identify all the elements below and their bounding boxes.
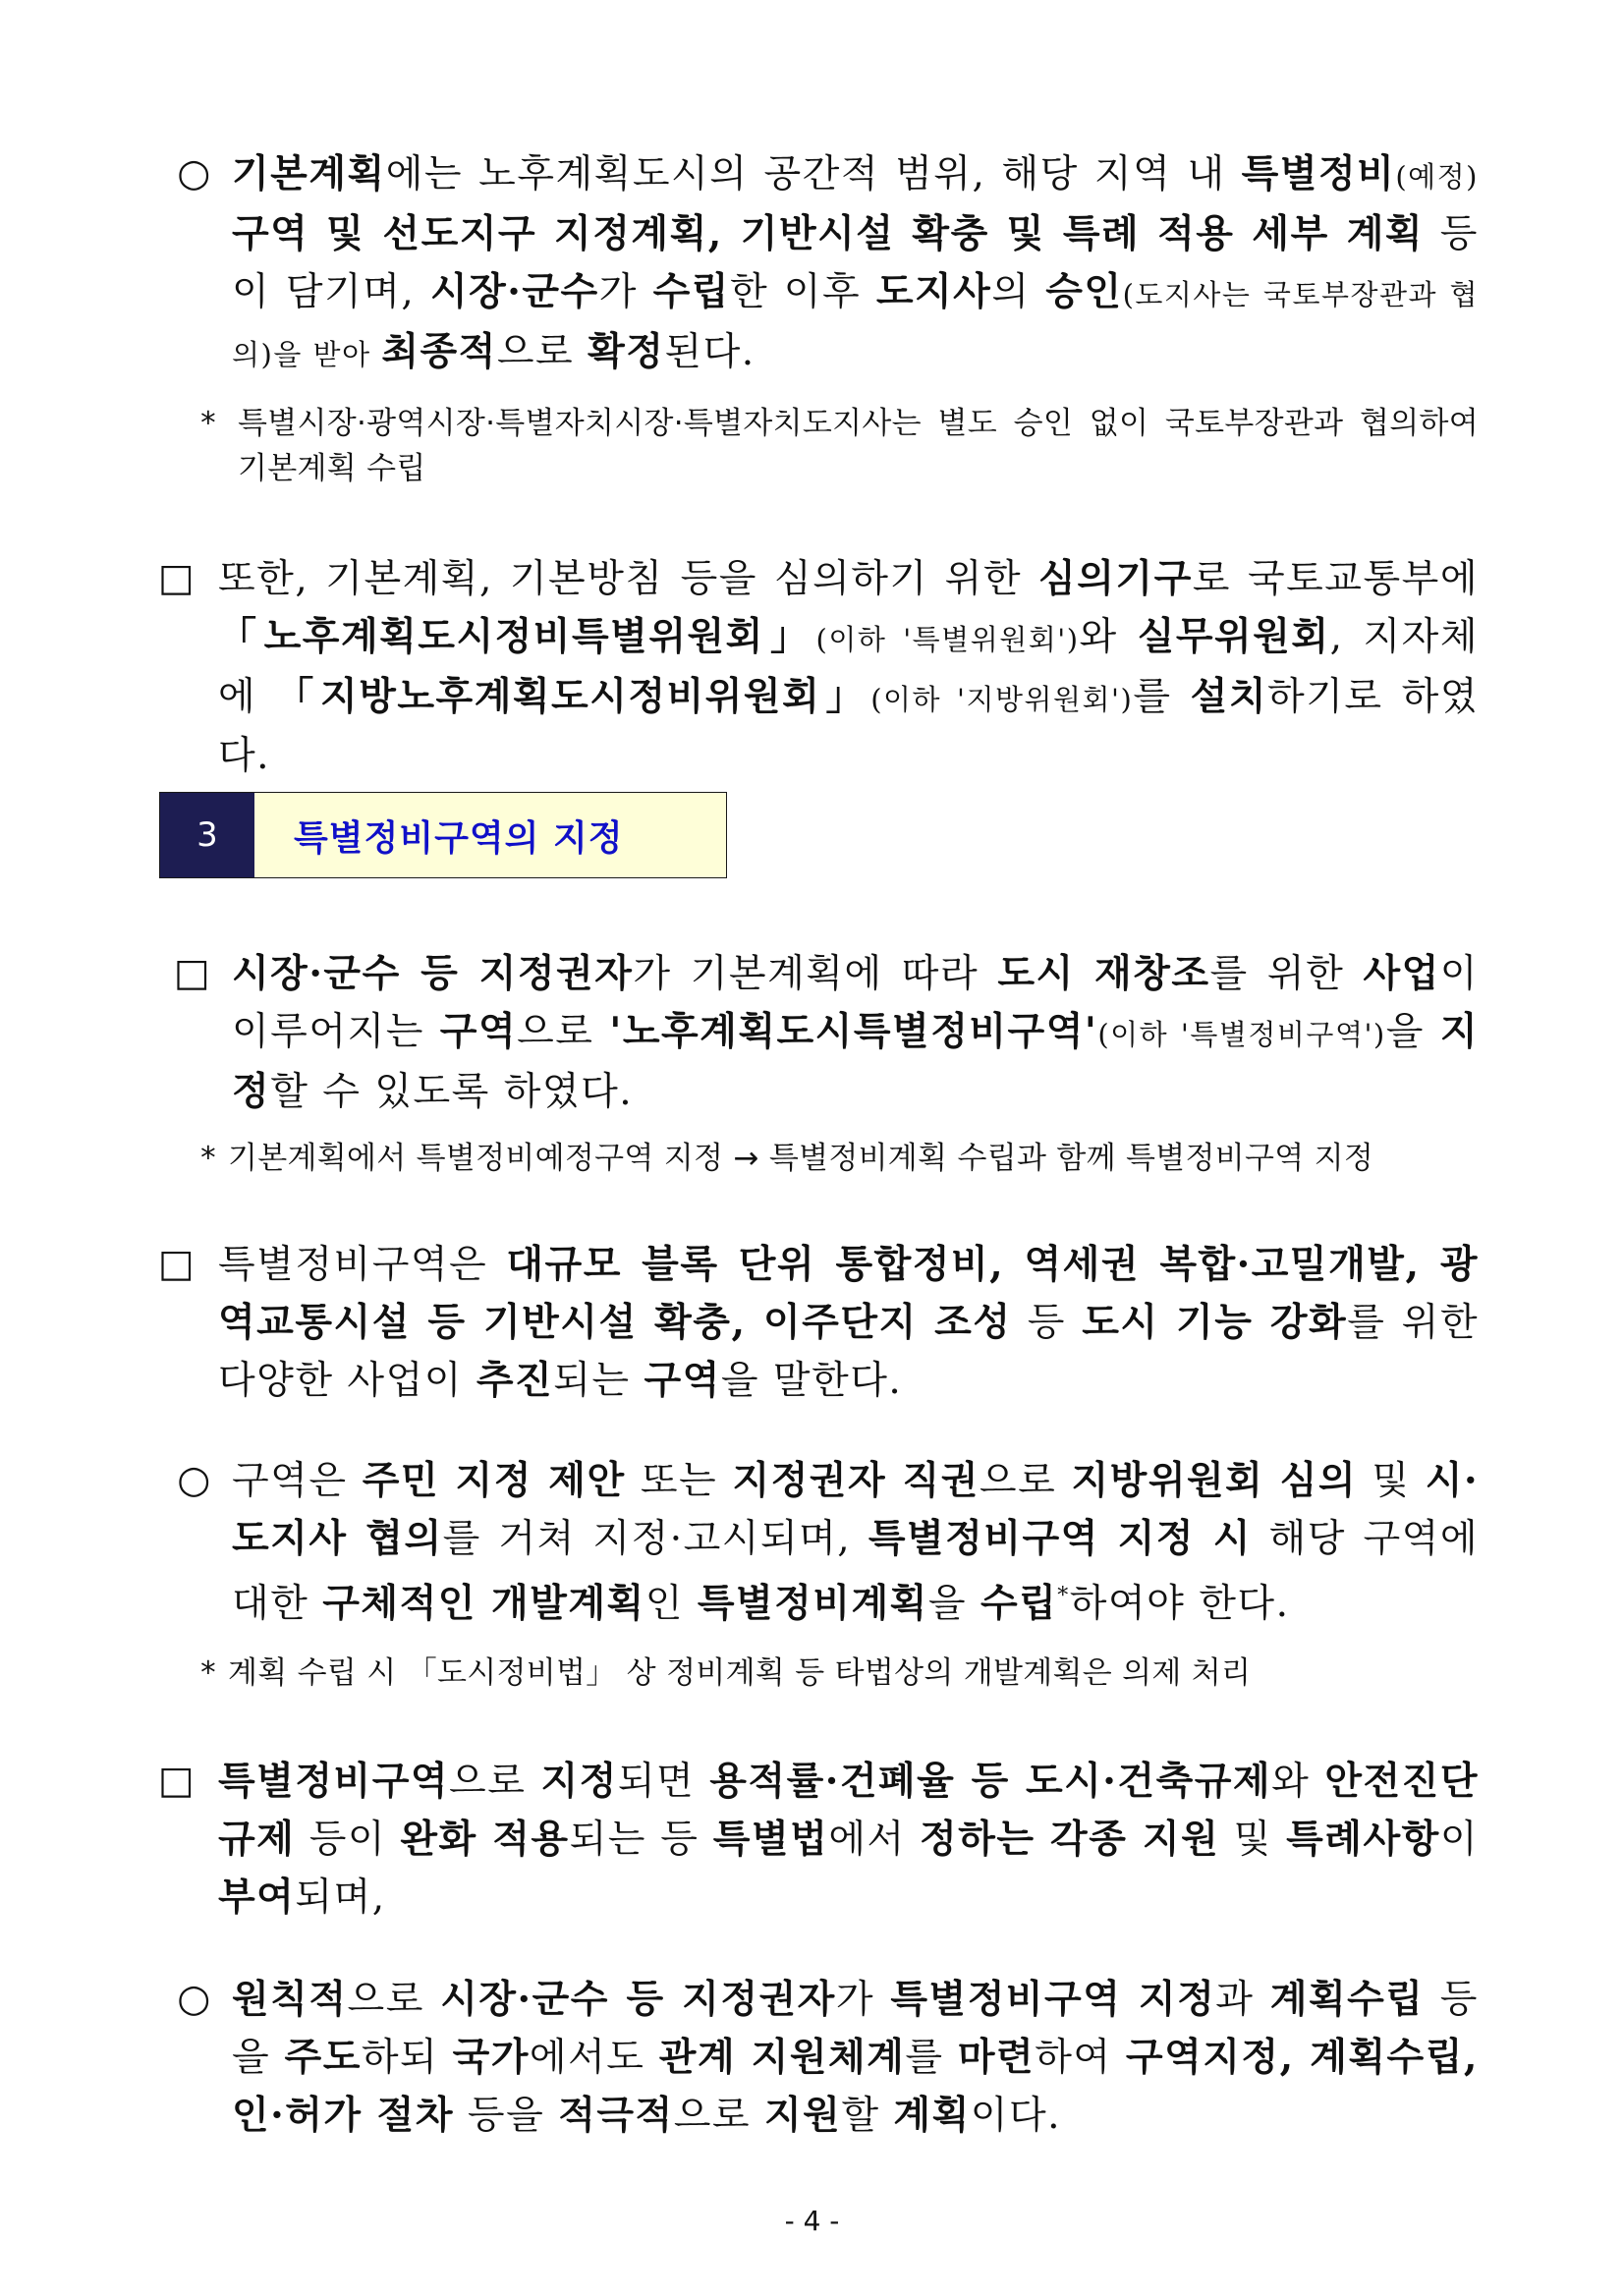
footnote-text: 특별시장·광역시장·특별자치시장·특별자치도지사는 별도 승인 없이 국토부장관과 협의하여 기본계획 수립 xyxy=(238,406,1479,486)
paragraph-text: 시장·군수 등 지정권자가 기본계획에 따라 도시 재창조를 위한 사업이 이루어지는 구역으로 '노후계획도시특별정비구역'(이하 '특별정비구역')을 지정할 수 있도록 하였다. xyxy=(232,951,1480,1114)
circle-bullet: ○ xyxy=(177,151,212,196)
box-bullet: □ xyxy=(173,951,212,995)
asterisk-marker: * xyxy=(200,1655,216,1691)
box-bullet: □ xyxy=(157,1759,196,1803)
footnote-text: 기본계획에서 특별정비예정구역 지정 → 특별정비계획 수립과 함께 특별정비구역 지정 xyxy=(228,1141,1374,1176)
section-header xyxy=(159,792,727,878)
paragraph-text: 특별정비구역은 대규모 블록 단위 통합정비, 역세권 복합·고밀개발, 광역교통시설 등 기반시설 확충, 이주단지 조성 등 도시 기능 강화를 위한 다양한 사업이 추진되는 구역을 말한다. xyxy=(218,1242,1480,1403)
page-number: - 4 - xyxy=(784,2205,840,2237)
circle-bullet: ○ xyxy=(177,1977,212,2021)
box-bullet: □ xyxy=(157,1242,196,1286)
footnote-text: 계획 수립 시 「도시정비법」 상 정비계획 등 타법상의 개발계획은 의제 처리 xyxy=(228,1655,1252,1691)
paragraph-text: 특별정비구역으로 지정되면 용적률·건폐율 등 도시·건축규제와 안전진단 규제 등이 완화 적용되는 등 특별법에서 정하는 각종 지원 및 특례사항이 부여되며, xyxy=(218,1759,1480,1920)
section-title: 특별정비구역의 지정 xyxy=(294,817,624,859)
section-number: 3 xyxy=(160,793,254,877)
circle-bullet: ○ xyxy=(177,1458,212,1502)
paragraph-text: 원칙적으로 시장·군수 등 지정권자가 특별정비구역 지정과 계획수립 등을 주도하되 국가에서도 관계 지원체계를 마련하여 구역지정, 계획수립, 인·허가 절차 등을 적극적으로 지원할 계획이다. xyxy=(232,1977,1479,2138)
asterisk-marker: * xyxy=(200,1141,216,1176)
paragraph-text: 또한, 기본계획, 기본방침 등을 심의하기 위한 심의기구로 국토교통부에 「노후계획도시정비특별위원회」(이하 '특별위원회')와 실무위원회, 지자체에 「지방노후계획도시정비위원회」(이하 '지방위원회')를 설치하기로 하였다. xyxy=(218,556,1480,778)
asterisk-marker: * xyxy=(200,406,216,441)
box-bullet: □ xyxy=(157,556,196,600)
paragraph-text: 구역은 주민 지정 제안 또는 지정권자 직권으로 지방위원회 심의 및 시·도지사 협의를 거쳐 지정·고시되며, 특별정비구역 지정 시 해당 구역에 대한 구체적인 개발계획인 특별정비계획을 수립*하여야 한다. xyxy=(232,1458,1480,1626)
paragraph-text: 기본계획에는 노후계획도시의 공간적 범위, 해당 지역 내 특별정비(예정)구역 및 선도지구 지정계획, 기반시설 확충 및 특례 적용 세부 계획 등이 담기며, 시장·군수가 수립한 이후 도지사의 승인(도지사는 국토부장관과 협의)을 받아 최종적으로 확정된다. xyxy=(232,151,1480,374)
